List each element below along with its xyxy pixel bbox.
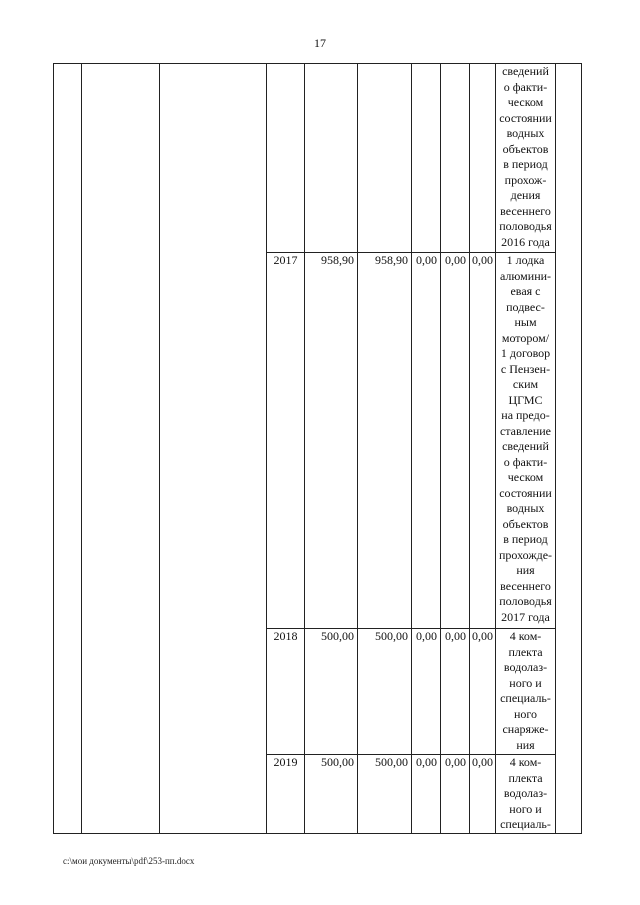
total-cell: 500,00 [305, 629, 358, 755]
budget-cell: 958,90 [358, 253, 412, 629]
total-cell [305, 64, 358, 253]
total-cell: 958,90 [305, 253, 358, 629]
budget-cell: 0,00 [412, 253, 441, 629]
budget-cell [412, 64, 441, 253]
file-path-footer: c:\мои документы\pdf\253-пп.docx [63, 856, 195, 866]
budget-cell: 0,00 [441, 755, 470, 834]
budget-cell: 500,00 [358, 755, 412, 834]
table-row [54, 64, 582, 253]
col-number-cell [54, 64, 82, 834]
year-cell: 2017 [267, 253, 305, 629]
description-cell: 1 лодка алюмини- евая с подвес- ным мотором/ 1 договор с Пензен- ским ЦГМС на предо- ставление сведений о факти- ческом состоянии водных объектов в период прохожде- ния весеннего половодья 2017 года [496, 253, 556, 629]
budget-cell [358, 64, 412, 253]
col-name-cell [82, 64, 160, 834]
budget-cell: 0,00 [470, 629, 496, 755]
budget-cell: 0,00 [470, 755, 496, 834]
col-result-cell [556, 64, 582, 834]
budget-cell: 500,00 [358, 629, 412, 755]
budget-cell: 0,00 [470, 253, 496, 629]
year-cell [267, 64, 305, 253]
page-number: 17 [314, 36, 326, 50]
budget-cell [470, 64, 496, 253]
description-cell: 4 ком- плекта водолаз- ного и специаль- [496, 755, 556, 834]
budget-cell: 0,00 [441, 253, 470, 629]
description-cell: сведений о факти- ческом состоянии водных объектов в период прохож- дения весеннего половодья 2016 года [496, 64, 556, 253]
total-cell: 500,00 [305, 755, 358, 834]
year-cell: 2018 [267, 629, 305, 755]
description-cell: 4 ком- плекта водолаз- ного и специаль- ного снаряже- ния [496, 629, 556, 755]
budget-cell: 0,00 [412, 755, 441, 834]
budget-table [53, 63, 582, 834]
budget-cell: 0,00 [412, 629, 441, 755]
budget-cell [441, 64, 470, 253]
year-cell: 2019 [267, 755, 305, 834]
col-executor-cell [160, 64, 267, 834]
budget-cell: 0,00 [441, 629, 470, 755]
